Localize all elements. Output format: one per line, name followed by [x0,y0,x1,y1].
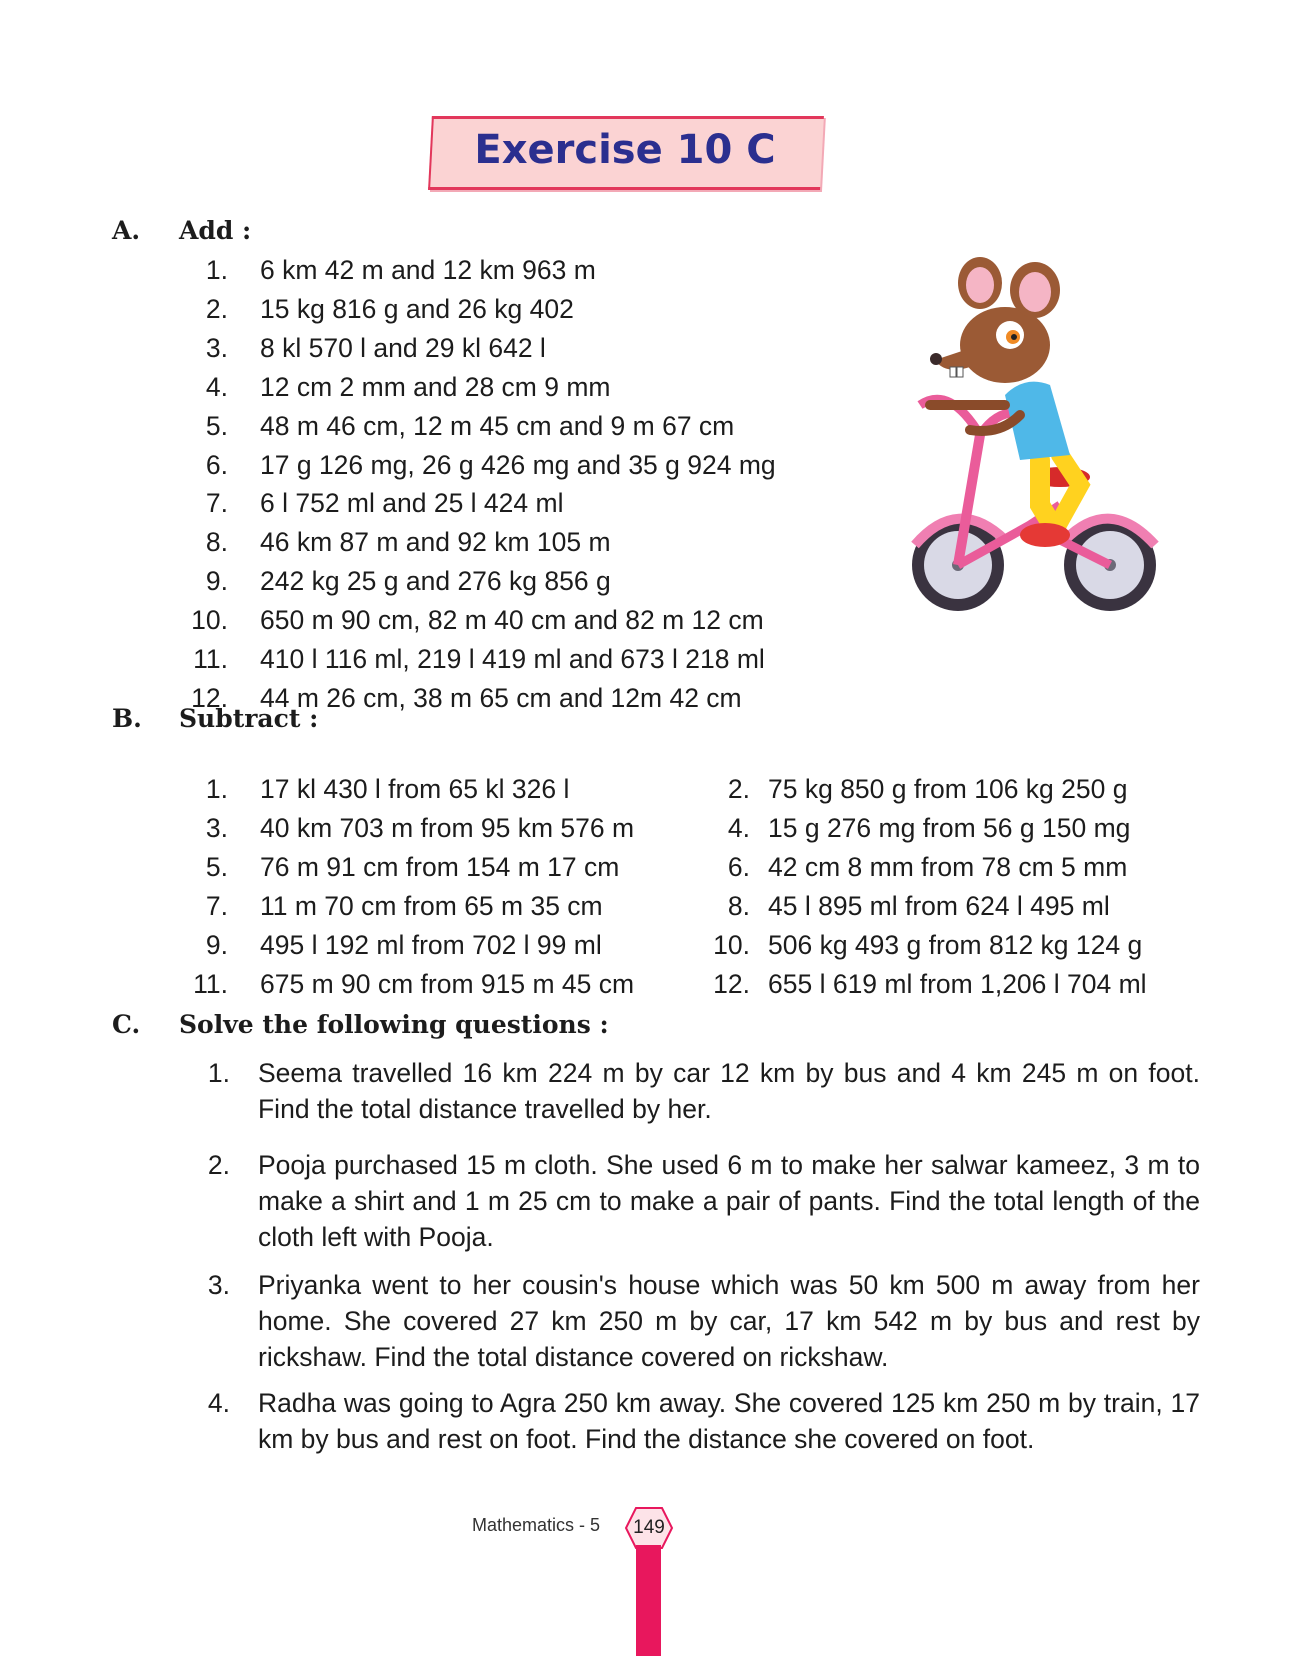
question-number: 4. [207,1388,230,1418]
item-number: 2. [727,774,750,804]
item-number: 11. [193,969,228,999]
item-number: 1. [205,774,228,804]
item-text: 650 m 90 cm, 82 m 40 cm and 82 m 12 cm [260,605,764,636]
exercise-title: Exercise 10 C [474,127,776,173]
item-number: 11. [193,644,228,674]
item-text: 15 kg 816 g and 26 kg 402 [260,293,574,324]
item-text: 11 m 70 cm from 65 m 35 cm [260,891,603,921]
item-text: 15 g 276 mg from 56 g 150 mg [768,813,1131,843]
item-text: 17 kl 430 l from 65 kl 326 l [260,774,570,804]
item-number: 10. [713,930,750,960]
item-text: 42 cm 8 mm from 78 cm 5 mm [768,852,1128,882]
item-number: 12. [713,969,750,999]
item-text: 17 g 126 mg, 26 g 426 mg and 35 g 924 mg [260,449,776,480]
item-text: 675 m 90 cm from 915 m 45 cm [260,969,635,999]
item-text: 410 l 116 ml, 219 l 419 ml and 673 l 218 ml [260,644,765,674]
item-number: 5. [205,852,228,882]
question-number: 1. [207,1058,230,1088]
question-number: 2. [207,1150,230,1180]
section-a-title: Add : [179,216,252,245]
item-text: 48 m 46 cm, 12 m 45 cm and 9 m 67 cm [260,410,735,441]
section-c-title: Solve the following questions : [179,1010,609,1039]
section-b-letter: B. [112,704,142,733]
item-number: 6. [205,449,228,480]
item-text: 655 l 619 ml from 1,206 l 704 ml [768,969,1147,999]
book-name: Mathematics - 5 [472,1515,601,1535]
item-text: 6 km 42 m and 12 km 963 m [260,255,596,285]
question-text: Priyanka went to her cousin's house which was 50 km 500 m away from her home. She covered 27 km 250 m by car, 17 km 542 m by bus and rest by rickshaw. Find the total distance covered on rickshaw. [258,1270,1200,1372]
item-text: 6 l 752 ml and 25 l 424 ml [260,488,564,519]
item-text: 8 kl 570 l and 29 kl 642 l [260,332,546,363]
item-text: 45 l 895 ml from 624 l 495 ml [768,891,1110,921]
question-item [200,1055,1200,1127]
item-number: 6. [727,852,750,882]
item-text: 75 kg 850 g from 106 kg 250 g [768,774,1128,804]
item-number: 7. [205,891,228,921]
item-number: 8. [205,527,228,558]
item-text: 44 m 26 cm, 38 m 65 cm and 12m 42 cm [260,682,742,713]
item-number: 10. [191,605,228,636]
item-number: 9. [205,566,228,597]
question-item [200,1385,1200,1457]
item-number: 2. [205,293,228,324]
item-text: 76 m 91 cm from 154 m 17 cm [260,852,620,882]
page-number: 149 [633,1517,665,1538]
item-number: 3. [205,332,228,363]
item-text: 46 km 87 m and 92 km 105 m [260,527,611,558]
page-accent-bar [636,1545,661,1656]
item-number: 5. [205,410,228,441]
question-number: 3. [207,1270,230,1300]
question-text: Pooja purchased 15 m cloth. She used 6 m to make her salwar kameez, 3 m to make a shirt and 1 m 25 cm to make a pair of pants. Find the total length of the cloth left with Pooja. [258,1150,1200,1252]
question-text: Radha was going to Agra 250 km away. She covered 125 km 250 m by train, 17 km by bus and rest on foot. Find the distance she covered on foot. [258,1388,1200,1454]
item-text: 506 kg 493 g from 812 kg 124 g [768,930,1143,960]
item-text: 242 kg 25 g and 276 kg 856 g [260,566,611,597]
item-number: 3. [205,813,228,843]
item-number: 9. [205,930,228,960]
item-number: 12. [191,682,228,713]
question-item [200,1267,1200,1375]
item-number: 4. [205,371,228,402]
item-number: 1. [205,255,228,285]
section-c-letter: C. [112,1010,141,1039]
question-text: Seema travelled 16 km 224 m by car 12 km by bus and 4 km 245 m on foot. Find the total distance travelled by her. [258,1058,1200,1124]
item-number: 4. [727,813,750,843]
question-item [200,1147,1200,1255]
section-a-letter: A. [112,216,141,245]
item-text: 40 km 703 m from 95 km 576 m [260,813,635,843]
mouse-on-bicycle-illustration [910,255,1170,625]
item-text: 12 cm 2 mm and 28 cm 9 mm [260,371,611,402]
item-number: 7. [205,488,228,519]
section-b-title: Subtract : [179,704,319,733]
item-number: 8. [727,891,750,921]
item-text: 495 l 192 ml from 702 l 99 ml [260,930,602,960]
